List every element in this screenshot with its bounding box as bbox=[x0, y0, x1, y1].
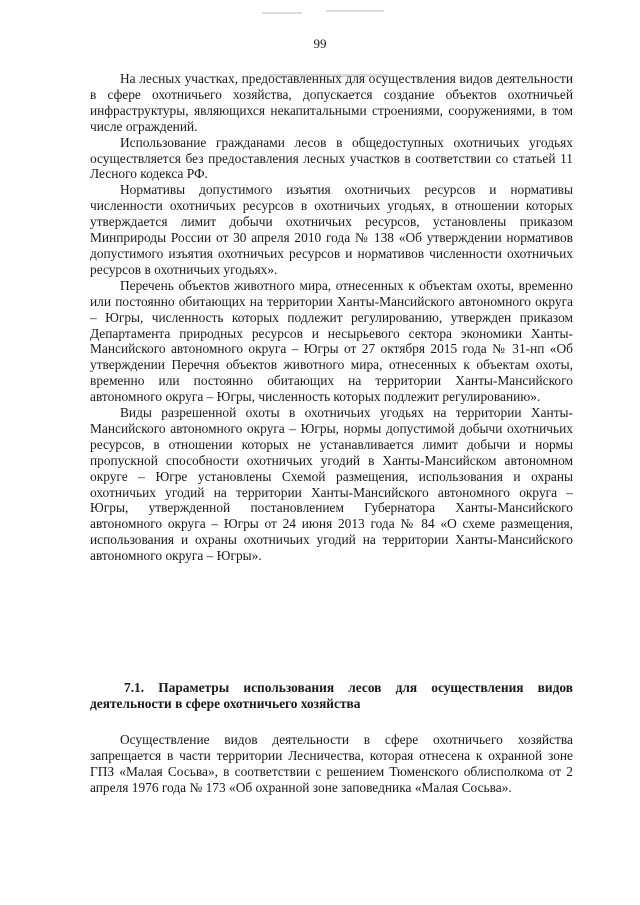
paragraph-protected-zone: Осуществление видов деятельности в сфере охотничьего хозяйства запрещается в части территории Лесничества, которая отнесена к охранной зоне ГПЗ «Малая Сосьва», в соответствии с решением Тюменского облисполкома от 2 апреля 1976 года № 173 «Об охранной зоне заповедника «Малая Сосьва». bbox=[90, 732, 573, 795]
page-number: 99 bbox=[313, 36, 327, 51]
section-body-text bbox=[90, 732, 573, 796]
paragraph-hunting-infrastructure: На лесных участках, предоставленных для осуществления видов деятельности в сфере охотничьего хозяйства, допускается создание объектов охотничьей инфраструктуры, являющихся некапитальными строениями, сооружениями, в том числе ограждений. bbox=[90, 71, 573, 134]
scan-artifact bbox=[326, 10, 384, 12]
paragraph-permitted-hunting: Виды разрешенной охоты в охотничьих угодьях на территории Ханты-Мансийского автономного округа – Югры, нормы допустимой добычи охотничьих ресурсов, в отношении которых не устанавливается лимит добычи и нормы пропускной способности охотничьих угодий в Ханты-Мансийском автономном округе – Югре установлены Схемой размещения, использования и охраны охотничьих угодий на территории Ханты-Мансийского автономного округа – Югры, утвержденной постановлением Губернатора Ханты-Мансийского автономного округа – Югры от 24 июня 2013 года № 84 «О схеме размещения, использования и охраны охотничьих угодий на территории Ханты-Мансийского автономного округа – Югры». bbox=[90, 405, 573, 564]
scan-artifact bbox=[262, 12, 302, 14]
paragraph-public-hunting-grounds: Использование гражданами лесов в общедоступных охотничьих угодьях осуществляется без предоставления лесных участков в соответствии со статьей 11 Лесного кодекса РФ. bbox=[90, 134, 573, 182]
section-heading: 7.1. Параметры использования лесов для осуществления видов деятельности в сфере охотничьего хозяйства bbox=[90, 680, 573, 711]
paragraph-hunting-objects-list: Перечень объектов животного мира, отнесенных к объектам охоты, временно или постоянно обитающих на территории Ханты-Мансийского автономного округа – Югры, численность которых подлежит регулированию, утвержден приказом Департамента природных ресурсов и несырьевого сектора экономики Ханты-Мансийского автономного округа – Югры от 27 октября 2015 года № 31-нп «Об утверждении Перечня объектов животного мира, отнесенных к объектам охоты, временно или постоянно обитающих на территории Ханты-Мансийского автономного округа – Югры, численность которых подлежит регулированию». bbox=[90, 277, 573, 405]
body-text bbox=[90, 71, 573, 564]
paragraph-withdrawal-norms: Нормативы допустимого изъятия охотничьих ресурсов и нормативы численности охотничьих ресурсов в охотничьих угодьях, в отношении которых утверждается лимит добычи охотничьих ресурсов, установлены приказом Минприроды России от 30 апреля 2010 года № 138 «Об утверждении нормативов допустимого изъятия охотничьих ресурсов и нормативов численности охотничьих ресурсов в охотничьих угодьях». bbox=[90, 182, 573, 277]
